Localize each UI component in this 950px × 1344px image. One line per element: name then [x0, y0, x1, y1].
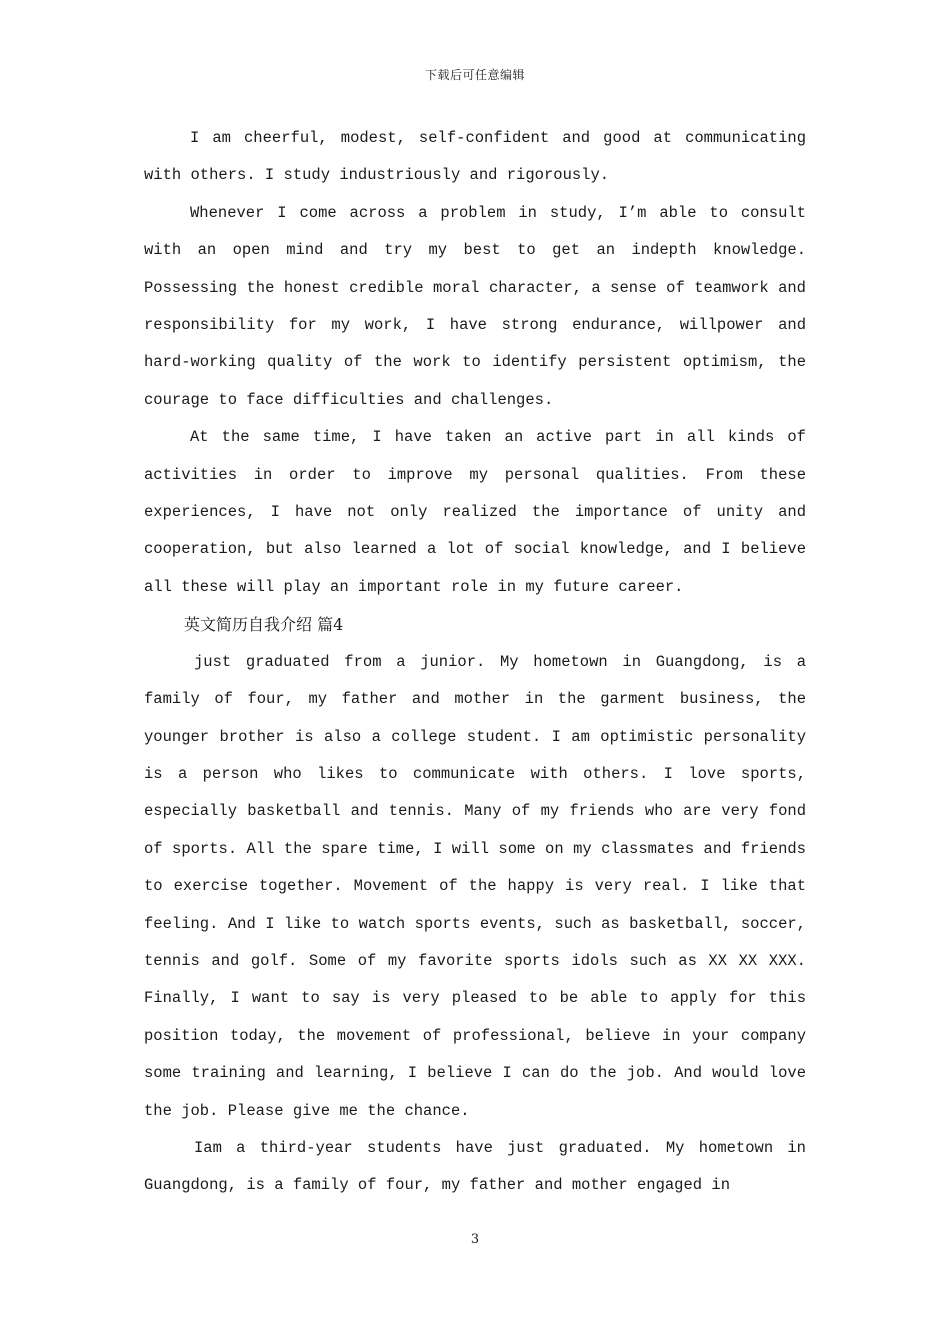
paragraph-study-character: Whenever I come across a problem in study, I’m able to consult with an open mind and try my best to get an indepth knowledge. Possessing the honest credible moral character, a sense of teamwork and responsibility for my work, I have strong endurance, willpower and hard-working quality of the work to identify persistent optimism, the courage to face difficulties and challenges.	[144, 203, 806, 409]
paragraph-hometown-sports: just graduated from a junior. My hometown in Guangdong, is a family of four, my father and mother in the garment business, the younger brother is also a college student. I am optimistic personality is a person who likes to communicate with others. I love sports, especially basketball and tennis. Many of my friends who are very fond of sports. All the spare time, I will some on my classmates and friends to exercise together. Movement of the happy is very real. I like that feeling. And I like to watch sports events, such as basketball, soccer, tennis and golf. Some of my favorite sports idols such as XX XX XXX. Finally, I want to say is very pleased to be able to apply for this position today, the movement of professional, believe in your company some training and learning, I believe I can do the job. And would love the job. Please give me the chance.	[144, 652, 806, 1120]
section-heading: 英文简历自我介绍 篇4	[184, 615, 344, 635]
document-body	[144, 120, 806, 1205]
paragraph-activities: At the same time, I have taken an active part in all kinds of activities in order to improve my personal qualities. From these experiences, I have not only realized the importance of unity and cooperation, but also learned a lot of social knowledge, and I believe all these will play an important role in my future career.	[144, 428, 806, 596]
paragraph-personality: I am cheerful, modest, self-confident and good at communicating with others. I study industriously and rigorously.	[144, 129, 806, 185]
page-number: 3	[470, 1232, 480, 1247]
paragraph-third-year-student: Iam a third-year students have just graduated. My hometown in Guangdong, is a family of four, my father and mother engaged in	[144, 1138, 806, 1195]
page-header: 下载后可任意编辑	[424, 68, 525, 82]
